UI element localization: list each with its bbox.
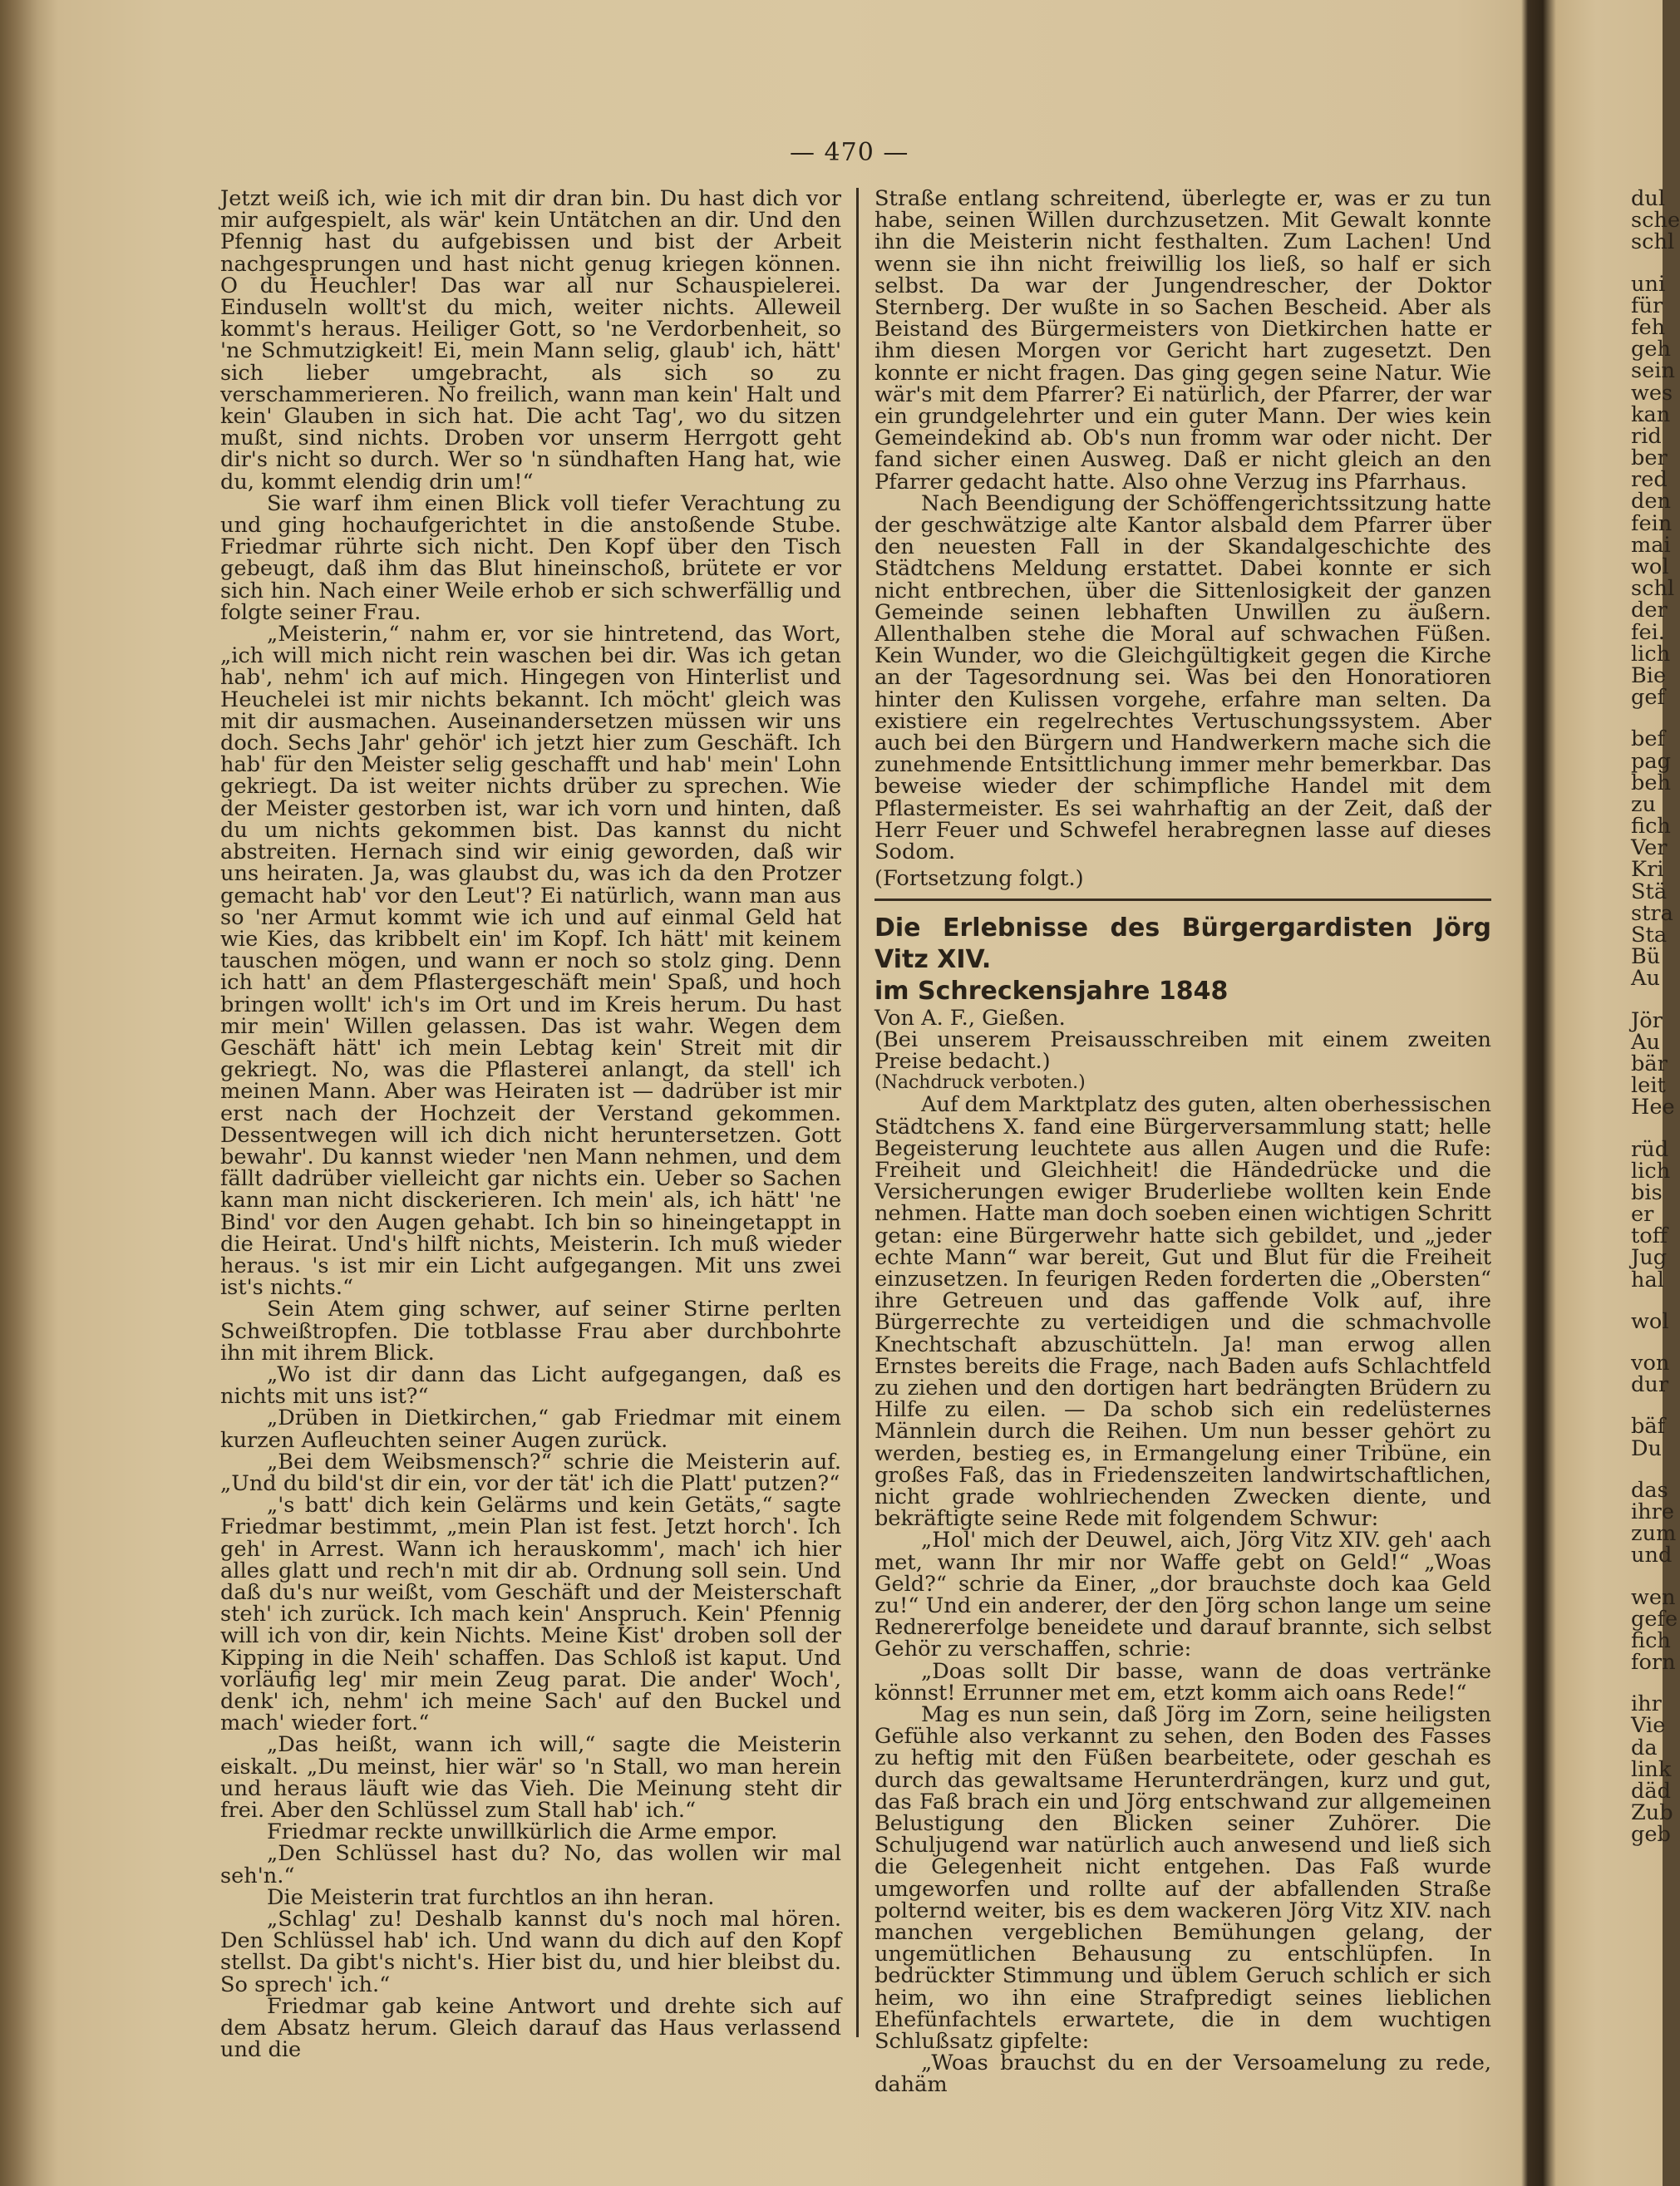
fragment-line: forn <box>1631 1650 1676 1676</box>
fragment-line: link <box>1631 1756 1672 1782</box>
fragment-line: leit <box>1631 1073 1666 1099</box>
fragment-line: bär <box>1631 1051 1668 1076</box>
fragment-line <box>1631 1567 1663 1587</box>
fragment-line: bis <box>1631 1179 1663 1205</box>
paragraph: „'s batt' dich kein Gelärms und kein Getäts,“ sagte Friedmar bestimmt, „mein Plan ist fest. Jetzt horch'. Ich geh' in Arrest. Wann ich herauskomm', mach' ich hier alles glatt und rech'n mit dir ab. Ordnung soll sein. Und daß du's nur weißt, vom Geschäft und der Meisterschaft steh' ich zurück. Ich mach kein' Anspruch. Kein' Pfennig will ich von dir, kein Nichts. Meine Kist' droben soll der Kipping in die Neih' schaffen. Das Schloß ist kaput. Und vorläufig leg' mir mein Zeug parat. Die ander' Woch', denk' ich, nehm' ich meine Sach' auf den Buckel und mach' wieder fort.“ <box>220 1493 841 1736</box>
fragment-line: wol <box>1631 1308 1669 1334</box>
fragment-line <box>1631 1291 1663 1311</box>
fragment-line: wen <box>1631 1584 1676 1610</box>
fragment-line: ber <box>1631 446 1668 471</box>
fragment-line <box>1631 708 1663 728</box>
fragment-line: gefe <box>1631 1606 1678 1632</box>
article-paragraph: Auf dem Marktplatz des guten, alten oberhessischen Städtchens X. fand eine Bürgerversammlung statt; helle Begeisterung leuchtete aus allen Augen und die Rufe: Freiheit und Gleichheit! die Händedrücke und die Versicherungen ewiger Bruderliebe wollten kein Ende nehmen. Hatte man doch soeben einen wichtigen Schritt getan: eine Bürgerwehr hatte sich gebildet, und „jeder echte Mann“ war bereit, Gut und Blut für die Freiheit einzusetzen. In feurigen Reden forderten die „Obersten“ ihre Getreuen und das gaffende Volk auf, ihre Bürgerrechte zu verteidigen und die schmachvolle Knechtschaft abzuschütteln. Ja! man erwog allen Ernstes bereits die Frage, nach Baden aufs Schlachtfeld zu ziehen und den dortigen hart bedrängten Brüdern zu Hilfe zu eilen. — Da schob sich ein redelüsternes Männlein durch die Reihen. Um nun besser gehört zu werden, bestieg es, in Ermangelung einer Tribüne, ein großes Faß, das in Friedenszeiten landwirtschaftlichen, nicht grade wohlriechenden Zwecken diente, und bekräftigte seine Rede mit folgendem Schwur: <box>874 1092 1491 1532</box>
paragraph: Friedmar gab keine Antwort und drehte sich auf dem Absatz herum. Gleich darauf das Haus verlassend und die <box>220 1993 841 2063</box>
fragment-line: lich <box>1631 641 1671 667</box>
article-paragraph: „Woas brauchst du en der Versoamelung zu rede, dahäm <box>874 2051 1491 2098</box>
fragment-line: rid <box>1631 423 1662 449</box>
fragment-line: geh <box>1631 337 1672 362</box>
next-page-fragments <box>1631 186 1680 1848</box>
article-title-line2: im Schreckensjahre 1848 <box>874 976 1229 1006</box>
fragment-line: der <box>1631 598 1668 623</box>
paragraph: „Den Schlüssel hast du? No, das wollen wir mal seh'n.“ <box>220 1841 841 1888</box>
fragment-line: uni <box>1631 271 1666 297</box>
fragment-line: Hee <box>1631 1095 1675 1120</box>
fragment-line <box>1631 1396 1663 1415</box>
fragment-line: lich <box>1631 1158 1671 1184</box>
story-continuation <box>874 188 1491 863</box>
fragment-line: dur <box>1631 1372 1669 1398</box>
article-prize-note: (Bei unserem Preisausschreiben mit einem zweiten Preise bedacht.) <box>874 1027 1491 1074</box>
fragment-line: red <box>1631 467 1668 493</box>
paragraph: Sein Atem ging schwer, auf seiner Stirne perlten Schweißtropfen. Die totblasse Frau aber durchbohrte ihn mit ihrem Blick. <box>220 1297 841 1366</box>
fragment-line: däd <box>1631 1779 1672 1804</box>
fragment-line: gef <box>1631 685 1666 711</box>
fragment-line: fei. <box>1631 619 1665 645</box>
fragment-line: bäf <box>1631 1414 1666 1440</box>
paragraph: „Drüben in Dietkirchen,“ gab Friedmar mit einem kurzen Aufleuchten seiner Augen zurück. <box>220 1406 841 1453</box>
fragment-line: für <box>1631 293 1663 318</box>
fragment-line: schl <box>1631 576 1675 602</box>
fragment-line: Au <box>1631 1029 1660 1055</box>
fragment-line: Ver <box>1631 835 1668 861</box>
fragment-line: von <box>1631 1351 1670 1376</box>
fragment-line: wes <box>1631 380 1673 406</box>
column-divider <box>856 188 859 2037</box>
fragment-line: fein <box>1631 510 1673 536</box>
left-column <box>220 186 841 2063</box>
fragment-line: fich <box>1631 1627 1671 1653</box>
fragment-line <box>1631 990 1663 1010</box>
fragment-line: pag <box>1631 748 1672 774</box>
fragment-line: schl <box>1631 229 1675 255</box>
fragment-line: und <box>1631 1543 1673 1568</box>
fragment-line: kan <box>1631 401 1671 427</box>
fragment-line: Au <box>1631 966 1660 992</box>
fragment-line: feh <box>1631 314 1666 340</box>
article-paragraph: Mag es nun sein, daß Jörg im Zorn, seine heiligsten Gefühle also verkannt zu sehen, den Boden des Fasses zu heftig mit den Füßen bearbeitete, oder geschah es durch das gewaltsame Herunterdrängen, kurz und gut, das Faß brach ein und Jörg entschwand zur allgemeinen Belustigung den Blicken seiner Zuhörer. Die Schuljugend war natürlich auch anwesend und ließ sich die Gelegenheit nicht entgehen. Das Faß wurde umgeworfen und rollte auf der abfallenden Straße polternd weiter, bis es dem wackeren Jörg Vitz XIV. nach manchen vergeblichen Bemühungen gelang, der ungemütlichen Behausung zu entschlüpfen. In bedrückter Stimmung und üblem Geruch schlich er sich heim, wo ihn eine Strafpredigt seines lieblichen Ehefünfachtels erwartete, die in dem wuchtigen Schlußsatz gipfelte: <box>874 1702 1491 2055</box>
article-title-line1: Die Erlebnisse des Bürgergardisten Jörg Vitz XIV. <box>874 913 1491 974</box>
fragment-line: Jör <box>1631 1007 1663 1033</box>
page-number: — 470 — <box>790 138 909 167</box>
fragment-line: Du <box>1631 1435 1663 1461</box>
fragment-line <box>1631 1332 1663 1352</box>
fragment-line: Stä <box>1631 879 1668 904</box>
fragment-line: zu <box>1631 791 1656 817</box>
fragment-line: hal <box>1631 1267 1664 1292</box>
right-column <box>874 188 1491 2096</box>
paragraph: „Das heißt, wann ich will,“ sagte die Meisterin eiskalt. „Du meinst, hier wär' so 'n Stall, wo man herein und heraus läuft wie das Vieh. Die Meinung steht dir frei. Aber den Schlüssel zum Stall hab' ich.“ <box>220 1732 841 1824</box>
fragment-line: bef <box>1631 726 1666 752</box>
fragment-line: fich <box>1631 814 1671 839</box>
fragment-line: geb <box>1631 1822 1671 1848</box>
fragment-line: da <box>1631 1735 1658 1760</box>
reprint-note: (Nachdruck verboten.) <box>874 1072 1086 1094</box>
fragment-line: Bü <box>1631 944 1661 970</box>
fragment-line: sein <box>1631 358 1675 384</box>
paragraph: Sie warf ihm einen Blick voll tiefer Verachtung zu und ging hochaufgerichtet in die anstoßende Stube. Friedmar rührte sich nicht. Den Kopf über den Tisch gebeugt, daß ihm das Blut hineinschoß, brütete er vor sich hin. Nach einer Weile erhob er sich schwerfällig und folgte seiner Frau. <box>220 490 841 625</box>
fragment-line: stra <box>1631 900 1673 926</box>
fragment-line: rüd <box>1631 1136 1669 1162</box>
fragment-line: ihre <box>1631 1499 1675 1524</box>
fragment-line: mai <box>1631 532 1671 558</box>
fragment-line: das <box>1631 1477 1668 1503</box>
paragraph: Straße entlang schreitend, überlegte er, was er zu tun habe, seinen Willen durchzusetzen. Mit Gewalt konnte ihn die Meisterin nicht festhalten. Zum Lachen! Und wenn sie ihn nicht freiwillig los ließ, so half er sich selbst. Da war der Jungendrescher, der Doktor Sternberg. Der wußte in so Sachen Bescheid. Aber als Beistand des Bürgermeisters von Dietkirchen hatte er ihm diesen Morgen vor Gericht hart zugesetzt. Den konnte er nicht fragen. Das ging gegen seine Natur. Wie wär's mit dem Pfarrer? Ei natürlich, der Pfarrer, der war ein grundgelehrter und ein guter Mann. Der wies kein Gemeindekind ab. Ob's nun fromm war oder nicht. Der fand sicher einen Ausweg. Daß er nicht gleich an den Pfarrer gedacht hatte. Also ohne Verzug ins Pfarrhaus. <box>874 186 1491 495</box>
fragment-line: den <box>1631 489 1672 514</box>
article-body <box>874 1092 1491 2098</box>
fragment-line: Bie <box>1631 662 1667 688</box>
paragraph: Die Meisterin trat furchtlos an ihn heran. <box>267 1884 715 1910</box>
fragment-line: sche <box>1631 208 1680 234</box>
fragment-line: toff <box>1631 1223 1668 1249</box>
fragment-line <box>1631 1119 1663 1139</box>
fragment-line: Vie <box>1631 1713 1666 1739</box>
article-paragraph: „Doas sollt Dir basse, wann de doas vertränke könnst! Errunner met em, etzt komm aich oans Rede!“ <box>874 1658 1491 1706</box>
fragment-line: zum <box>1631 1521 1677 1547</box>
continuation-note: (Fortsetzung folgt.) <box>874 866 1084 892</box>
fragment-line: Kri <box>1631 857 1664 883</box>
paragraph: „Schlag' zu! Deshalb kannst du's noch mal hören. Den Schlüssel hab' ich. Und wann du dich auf den Kopf stellst. Da gibt's nicht's. Hier bist du, und hier bleibst du. So sprech' ich.“ <box>220 1907 841 1997</box>
paragraph: Friedmar reckte unwillkürlich die Arme empor. <box>267 1819 778 1845</box>
fragment-line <box>1631 1460 1663 1479</box>
paragraph: „Wo ist dir dann das Licht aufgegangen, daß es nichts mit uns ist?“ <box>220 1361 841 1410</box>
paragraph: Nach Beendigung der Schöffengerichtssitzung hatte der geschwätzige alte Kantor alsbald dem Pfarrer über den neuesten Fall in der Skandalgeschichte des Städtchens Meldung erstattet. Dabei konnte er sich nicht entbrechen, über die Sittenlosigkeit der ganzen Gemeinde seinen lebhaften Unwillen zu äußern. Allenthalben stehe die Moral auf schwachen Füßen. Kein Wunder, wo die Gleichgültigkeit gegen die Kirche an der Tagesordnung sei. Was bei den Honoratioren hinter den Kulissen vorgehe, erfahre man selten. Da existiere ein regelrechtes Vertuschungssystem. Aber auch bei den Bürgern und Handwerkern mache sich die zunehmende Entsittlichung immer mehr bemerkbar. Das beweise wieder der schimpfliche Handel mit dem Pflastermeister. Es sei wahrhaftig an der Zeit, daß der Herr Feuer und Schwefel herabregnen lasse auf dieses Sodom. <box>874 490 1491 865</box>
fragment-line: dul <box>1631 186 1666 211</box>
article-author: Von A. F., Gießen. <box>874 1005 1066 1031</box>
fragment-line: er <box>1631 1202 1654 1228</box>
paragraph: „Meisterin,“ nahm er, vor sie hintretend, das Wort, „ich will mich nicht rein waschen bei dir. Was ich getan hab', nehm' ich auf mich. Hingegen von Hinterlist und Heuchelei ist mir nichts bekannt. Ich möcht' gleich was mit dir ausmachen. Auseinandersetzen müssen wir uns doch. Sechs Jahr' gehör' ich jetzt hier zum Geschäft. Ich hab' für den Meister selig geschafft und hab' mein' Lohn gekriegt. Da ist weiter nichts drüber zu sprechen. Wie der Meister gestorben ist, war ich vorn und hinten, daß du um nichts gekommen bist. Das kannst du nicht abstreiten. Hernach sind wir einig geworden, daß wir uns heiraten. Ja, was glaubst du, was ich da den Protzer gemacht hab' vor den Leut'? Ei natürlich, wann man aus so 'ner Armut kommt wie ich und auf einmal Geld hat wie Kies, das kribbelt ein' im Kopf. Ich hätt' mit keinem tauschen mögen, und wann er noch so stolz ging. Denn ich hatt' an dem Pflastergeschäft mein' Spaß, und hoch bringen wollt' ich's im Ort und im Kreis herum. Du hast mir mein' Willen gelassen. Das ist wahr. Wegen dem Geschäft hätt' ich mein Lebtag kein' Streit mit dir gekriegt. No, was die Pflasterei anlangt, da stell' ich meinen Mann. Aber was Heiraten ist — dadrüber ist mir erst nach der Hochzeit der Verstand gekommen. Dessentwegen will ich dich nicht heruntersetzen. Gott bewahr'. Du kannst wieder 'nen Mann nehmen, und dem fällt dadrüber vielleicht gar nichts ein. Ueber so Sachen kann man nicht disckerieren. Ich mein' als, ich hätt' 'ne Bind' vor den Augen gehabt. Ich bin so hineingetappt in die Heirat. Und's hilft nichts, Meisterin. Ich muß wieder heraus. 's ist mir ein Licht aufgegangen. Mit uns zwei ist's nichts.“ <box>220 622 841 1301</box>
fragment-line: Jug <box>1631 1245 1668 1271</box>
fragment-line <box>1631 254 1663 273</box>
fragment-line: Zub <box>1631 1800 1673 1826</box>
paragraph: Jetzt weiß ich, wie ich mit dir dran bin. Du hast dich vor mir aufgespielt, als wär' kein Untätchen an dir. Und den Pfennig hast du aufgebissen und bist der Arbeit nachgesprungen und hast nicht genug kriegen können. O du Heuchler! Das war all nur Schauspielerei. Einduseln wollt'st du mich, weiter nichts. Alleweil kommt's heraus. Heiliger Gott, so 'ne Verdorbenheit, so 'ne Schmutzigkeit! Ei, mein Mann selig, glaub' ich, hätt' sich lieber umgebracht, als sich so zu verschammerieren. No freilich, wann man kein' Halt und kein' Glauben in sich hat. Die acht Tag', wo du sitzen mußt, sind nichts. Droben vor unserm Herrgott geht dir's nicht so durch. Wer so 'n sündhaften Hang hat, wie du, kommt elendig drin um!“ <box>220 186 841 495</box>
fragment-line: beh <box>1631 770 1672 795</box>
fragment-line: ihr <box>1631 1691 1662 1717</box>
fragment-line: Sta <box>1631 923 1668 948</box>
fragment-line <box>1631 1673 1663 1693</box>
section-rule <box>874 899 1491 901</box>
article-paragraph: „Hol' mich der Deuwel, aich, Jörg Vitz XIV. geh' aach met, wann Ihr mir nor Waffe gebt on Geld!“ „Woas Geld?“ schrie da Einer, „dor brauchste doch kaa Geld zu!“ Und ein anderer, der den Jörg schon lange um seine Rednererfolge beneidete und darauf brannte, sich selbst Gehör zu verschaffen, schrie: <box>874 1528 1491 1662</box>
fragment-line: wol <box>1631 554 1669 579</box>
paragraph: „Bei dem Weibsmensch?“ schrie die Meisterin auf. „Und du bild'st dir ein, vor der tät' ich die Platt' putzen?“ <box>220 1449 841 1496</box>
